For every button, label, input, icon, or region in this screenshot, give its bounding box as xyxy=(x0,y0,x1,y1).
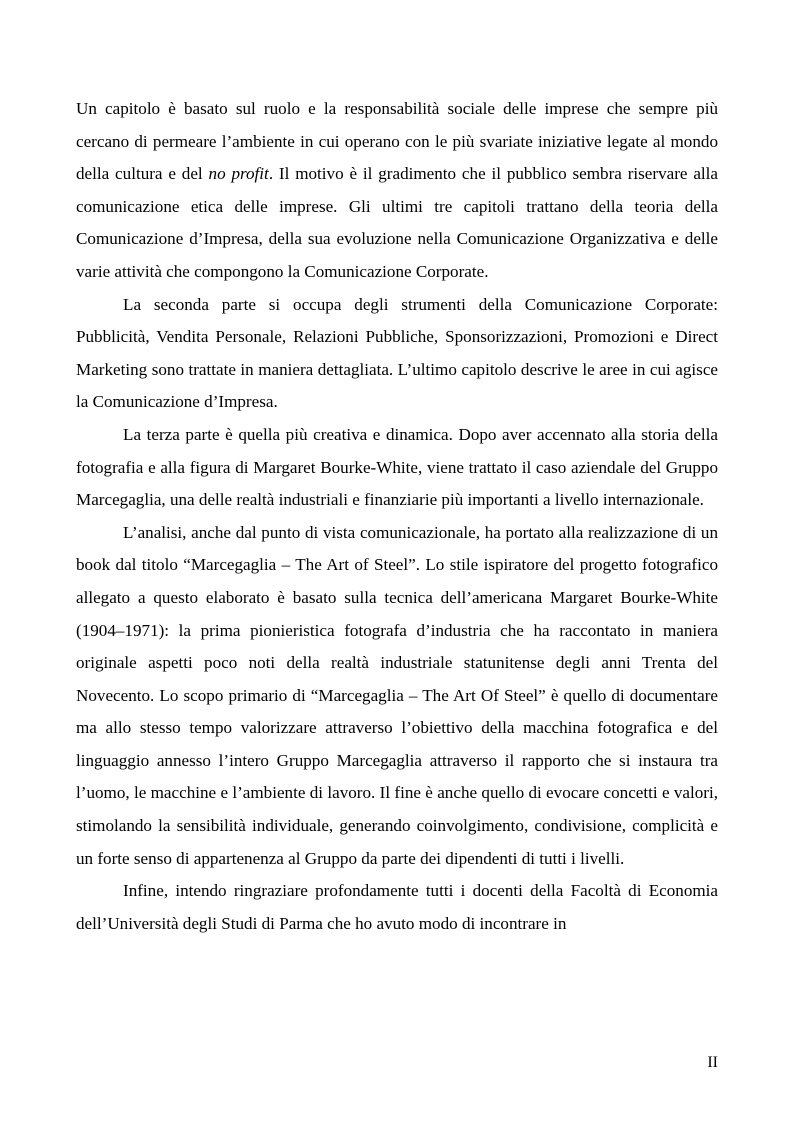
paragraph-text: Un capitolo è basato sul ruolo e la responsabilità sociale delle imprese che sempre più cercano di permeare l’ambiente in cui operano con le più svariate iniziative legate al mondo della cultura e del xyxy=(76,99,718,184)
paragraph-thanks: Infine, intendo ringraziare profondamente tutti i docenti della Facoltà di Economia dell’Università degli Studi di Parma che ho avuto modo di incontrare in xyxy=(76,881,718,933)
paragraph-chapter-summary xyxy=(76,93,718,289)
page-body xyxy=(76,93,718,940)
italic-term: no profit xyxy=(208,164,269,184)
paragraph-second-part: La seconda parte si occupa degli strumenti della Comunicazione Corporate: Pubblicità, Vendita Personale, Relazioni Pubbliche, Sponsorizzazioni, Promozioni e Direct Marketing sono trattate in maniera dettagliata. L’ultimo capitolo descrive le aree in cui agisce la Comunicazione d’Impresa. xyxy=(76,294,718,412)
paragraph-analysis: L’analisi, anche dal punto di vista comunicazionale, ha portato alla realizzazione di un book dal titolo “Marcegaglia – The Art of Steel”. Lo stile ispiratore del progetto fotografico allegato a questo elaborato è basato sulla tecnica dell’americana Margaret Bourke-White (1904–1971): la prima pionieristica fotografa d’industria che ha raccontato in maniera originale aspetti poco noti della realtà industriale statunitense degli anni Trenta del Novecento. Lo scopo primario di “Marcegaglia – The Art Of Steel” è quello di documentare ma allo stesso tempo valorizzare attraverso l’obiettivo della macchina fotografica e del linguaggio annesso l’intero Gruppo Marcegaglia attraverso il rapporto che si instaura tra l’uomo, le macchine e l’ambiente di lavoro. Il fine è anche quello di evocare concetti e valori, stimolando la sensibilità individuale, generando coinvolgimento, condivisione, complicità e un forte senso di appartenenza al Gruppo da parte dei dipendenti di tutti i livelli. xyxy=(76,522,718,868)
paragraph-text: . Il motivo è il gradimento che il pubblico sembra riservare alla comunicazione etica delle imprese. Gli ultimi tre capitoli trattano della teoria della Comunicazione d’Impresa, della sua evoluzione nella Comunicazione Organizzativa e delle varie attività che compongono la Comunicazione Corporate. xyxy=(76,164,718,281)
paragraph-third-part: La terza parte è quella più creativa e dinamica. Dopo aver accennato alla storia della fotografia e alla figura di Margaret Bourke-White, viene trattato il caso aziendale del Gruppo Marcegaglia, una delle realtà industriali e finanziarie più importanti a livello internazionale. xyxy=(76,424,718,510)
page-number: II xyxy=(707,1054,718,1071)
